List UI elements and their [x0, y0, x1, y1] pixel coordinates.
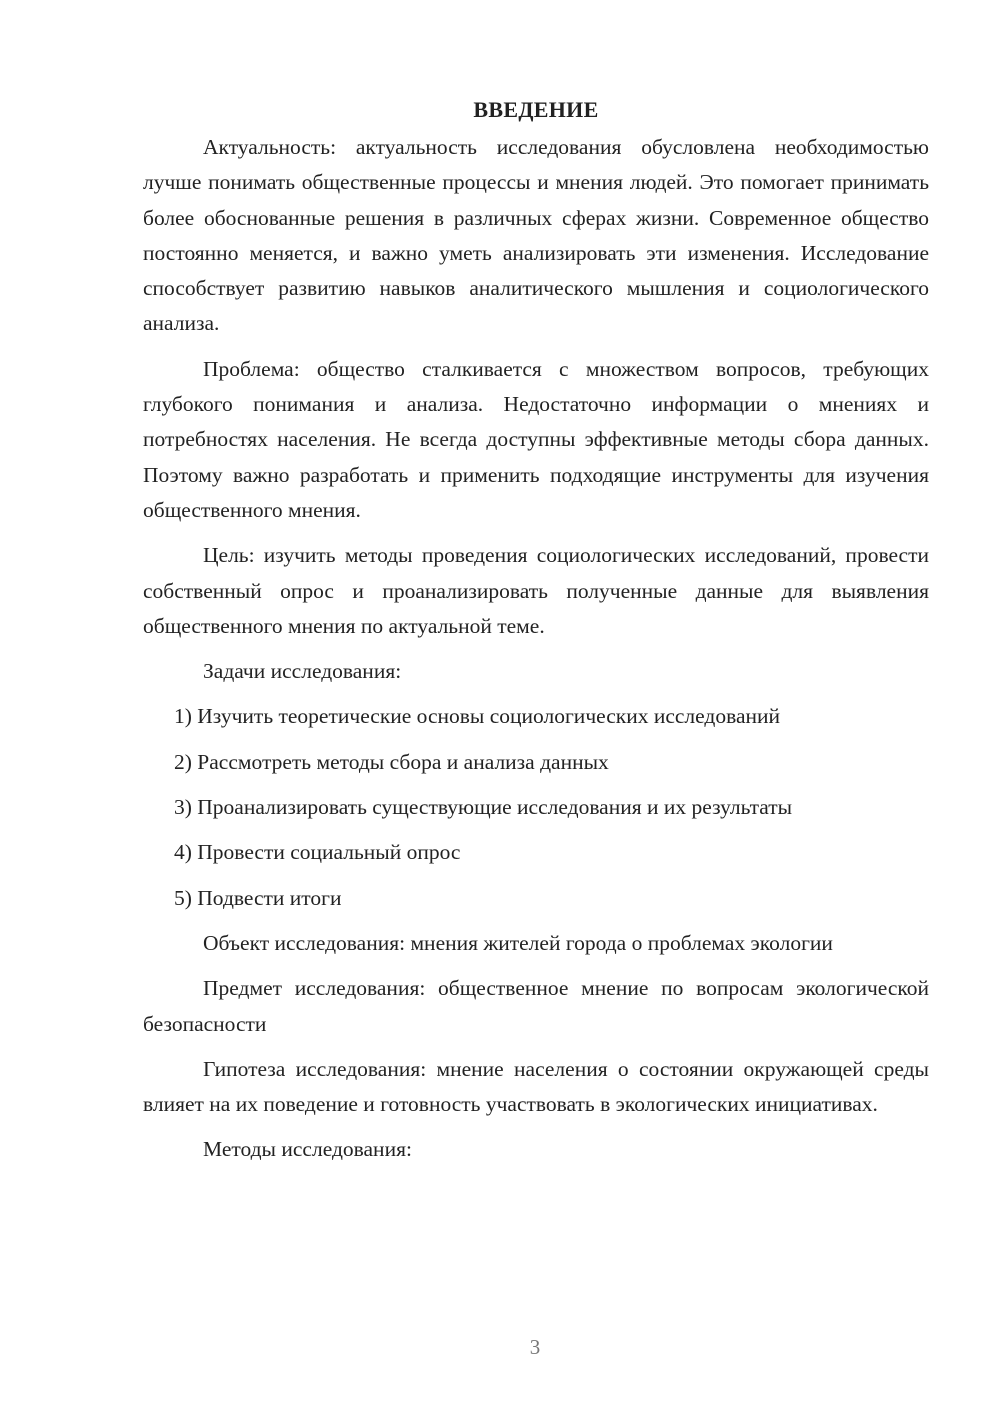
- task-item: 5) Подвести итоги: [174, 885, 342, 910]
- task-item: 2) Рассмотреть методы сбора и анализа данных: [174, 749, 609, 774]
- section-title: ВВЕДЕНИЕ: [473, 97, 599, 122]
- problem-paragraph: Проблема: общество сталкивается с множеством вопросов, требующих глубокого понимания и анализа. Недостаточно информации о мнениях и потребностях населения. Не всегда доступны эффективные методы сбора данных. Поэтому важно разработать и применить подходящие инструменты для изучения общественного мнения.: [143, 356, 929, 522]
- subject-paragraph: Предмет исследования: общественное мнение по вопросам экологической безопасности: [143, 976, 929, 1036]
- hypothesis-paragraph: Гипотеза исследования: мнение населения о состоянии окружающей среды влияет на их поведение и готовность участвовать в экологических инициативах.: [143, 1056, 929, 1117]
- methods-heading: Методы исследования:: [203, 1137, 412, 1162]
- tasks-list: [143, 699, 929, 915]
- page-content: [143, 92, 929, 1178]
- task-item: 3) Проанализировать существующие исследования и их результаты: [174, 795, 793, 820]
- page-number: 3: [529, 1335, 541, 1359]
- tasks-heading: Задачи исследования:: [203, 659, 402, 684]
- object-paragraph: Объект исследования: мнения жителей города о проблемах экологии: [203, 930, 833, 955]
- relevance-paragraph: Актуальность: актуальность исследования обусловлена необходимостью лучше понимать общественные процессы и мнения людей. Это помогает принимать более обоснованные решения в различных сферах жизни. Современное общество постоянно меняется, и важно уметь анализировать эти изменения. Исследование способствует развитию навыков аналитического мышления и социологического анализа.: [143, 135, 929, 336]
- goal-paragraph: Цель: изучить методы проведения социологических исследований, провести собственный опрос и проанализировать полученные данные для выявления общественного мнения по актуальной теме.: [143, 543, 929, 638]
- task-item: 4) Провести социальный опрос: [174, 840, 461, 865]
- task-item: 1) Изучить теоретические основы социологических исследований: [174, 704, 781, 729]
